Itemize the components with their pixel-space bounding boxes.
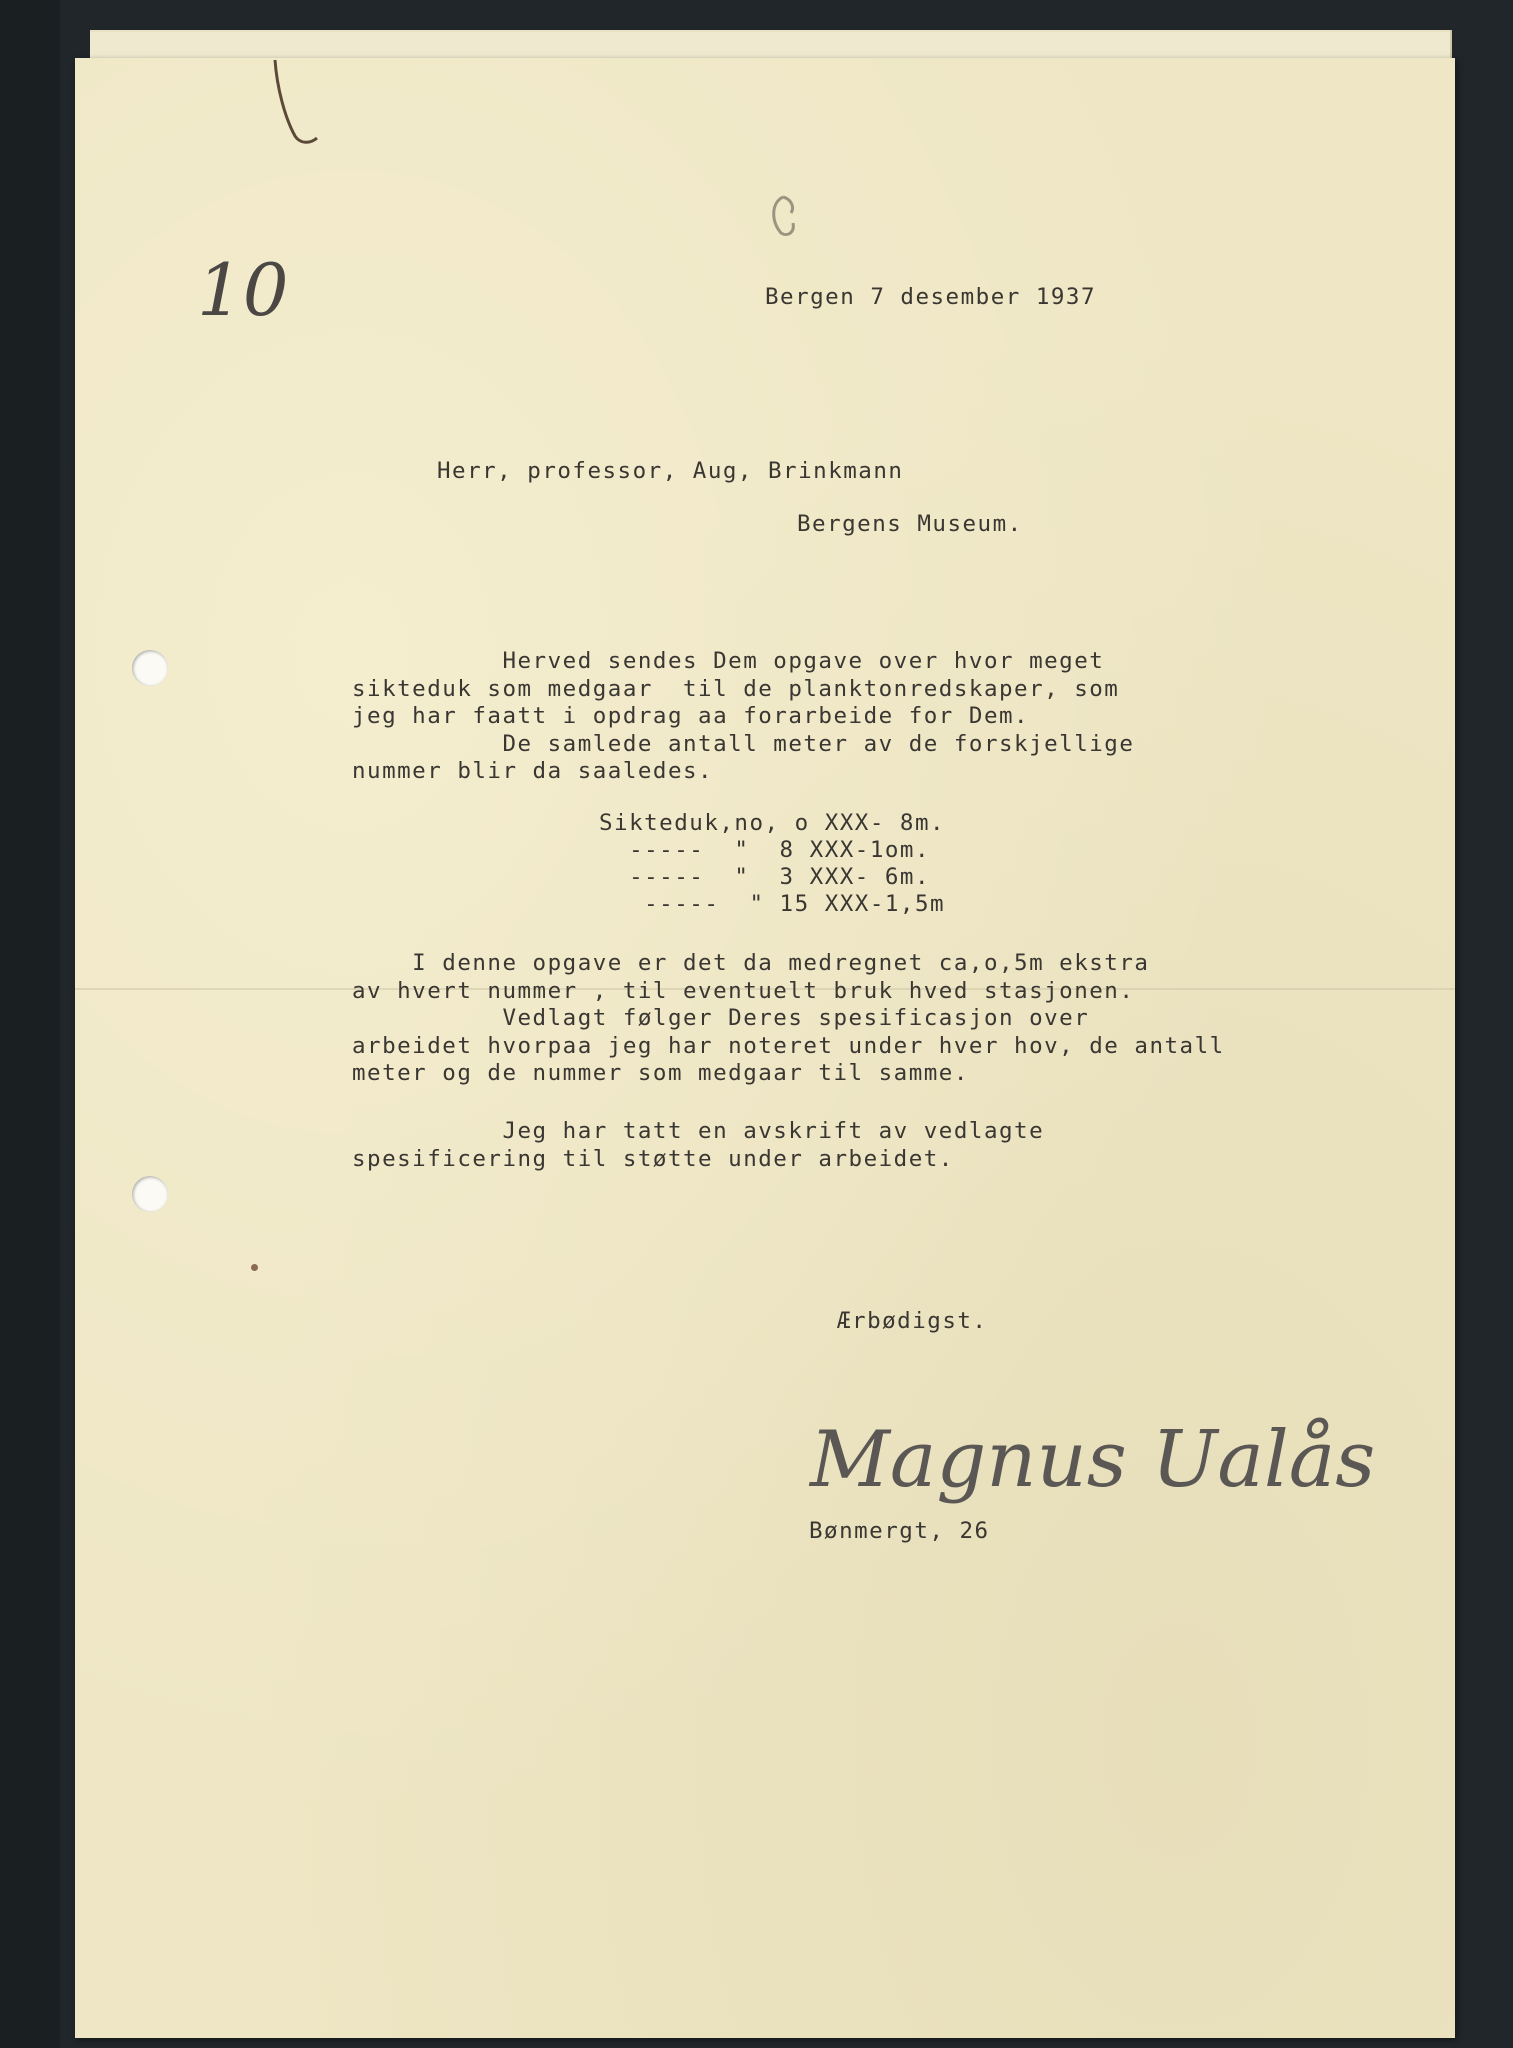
- recipient-name: Herr, professor, Aug, Brinkmann: [437, 458, 904, 484]
- body-line: meter og de nummer som medgaar til samme.: [352, 1060, 969, 1086]
- list-item: ----- " 15 XXX-1,5m: [599, 891, 946, 917]
- body-line: jeg har faatt i opdrag aa forarbeide for Dem.: [352, 703, 1030, 729]
- body-line: De samlede antall meter av de forskjellige: [352, 730, 1135, 757]
- paper-tear-mark: [765, 193, 805, 243]
- body-line: I denne opgave er det da medregnet ca,o,5m ekstra: [352, 950, 1150, 976]
- body-line: nummer blir da saaledes.: [352, 758, 714, 784]
- pencil-bracket-mark: [255, 58, 335, 148]
- punch-hole-upper: [132, 650, 168, 686]
- body-paragraph-3: [352, 1118, 1044, 1173]
- list-item: Sikteduk,no, o XXX- 8m.: [599, 810, 946, 836]
- closing: Ærbødigst.: [837, 1308, 988, 1334]
- date-line: Bergen 7 desember 1937: [765, 284, 1097, 310]
- body-line: av hvert nummer , til eventuelt bruk hved stasjonen.: [352, 977, 1135, 1004]
- body-paragraph-1: [352, 648, 1134, 786]
- letter-page: [75, 58, 1455, 2038]
- body-line: arbeidet hvorpaa jeg har noteret under hver hov, de antall: [352, 1032, 1225, 1059]
- handwritten-signature: [810, 1398, 1376, 1513]
- handwritten-page-number: 10: [197, 248, 289, 332]
- sikteduk-list: [599, 810, 945, 918]
- body-line: sikteduk som medgaar til de planktonredskaper, som: [352, 675, 1120, 702]
- body-paragraph-2: [352, 950, 1225, 1088]
- punch-hole-lower: [132, 1176, 168, 1212]
- body-line: spesificering til støtte under arbeidet.: [352, 1145, 954, 1172]
- signature-text: Magnus Ualås: [810, 1415, 1376, 1505]
- sender-address: Bønmergt, 26: [809, 1518, 990, 1544]
- recipient-institution: Bergens Museum.: [797, 511, 1023, 537]
- body-line: Jeg har tatt en avskrift av vedlagte: [352, 1118, 1045, 1144]
- scan-background: [0, 0, 60, 2048]
- list-item: ----- " 8 XXX-1om.: [599, 837, 931, 863]
- list-item: ----- " 3 XXX- 6m.: [599, 864, 931, 890]
- body-line: Vedlagt følger Deres spesificasjon over: [352, 1005, 1090, 1031]
- body-line: Herved sendes Dem opgave over hvor meget: [352, 648, 1105, 674]
- ink-spot: [251, 1264, 258, 1271]
